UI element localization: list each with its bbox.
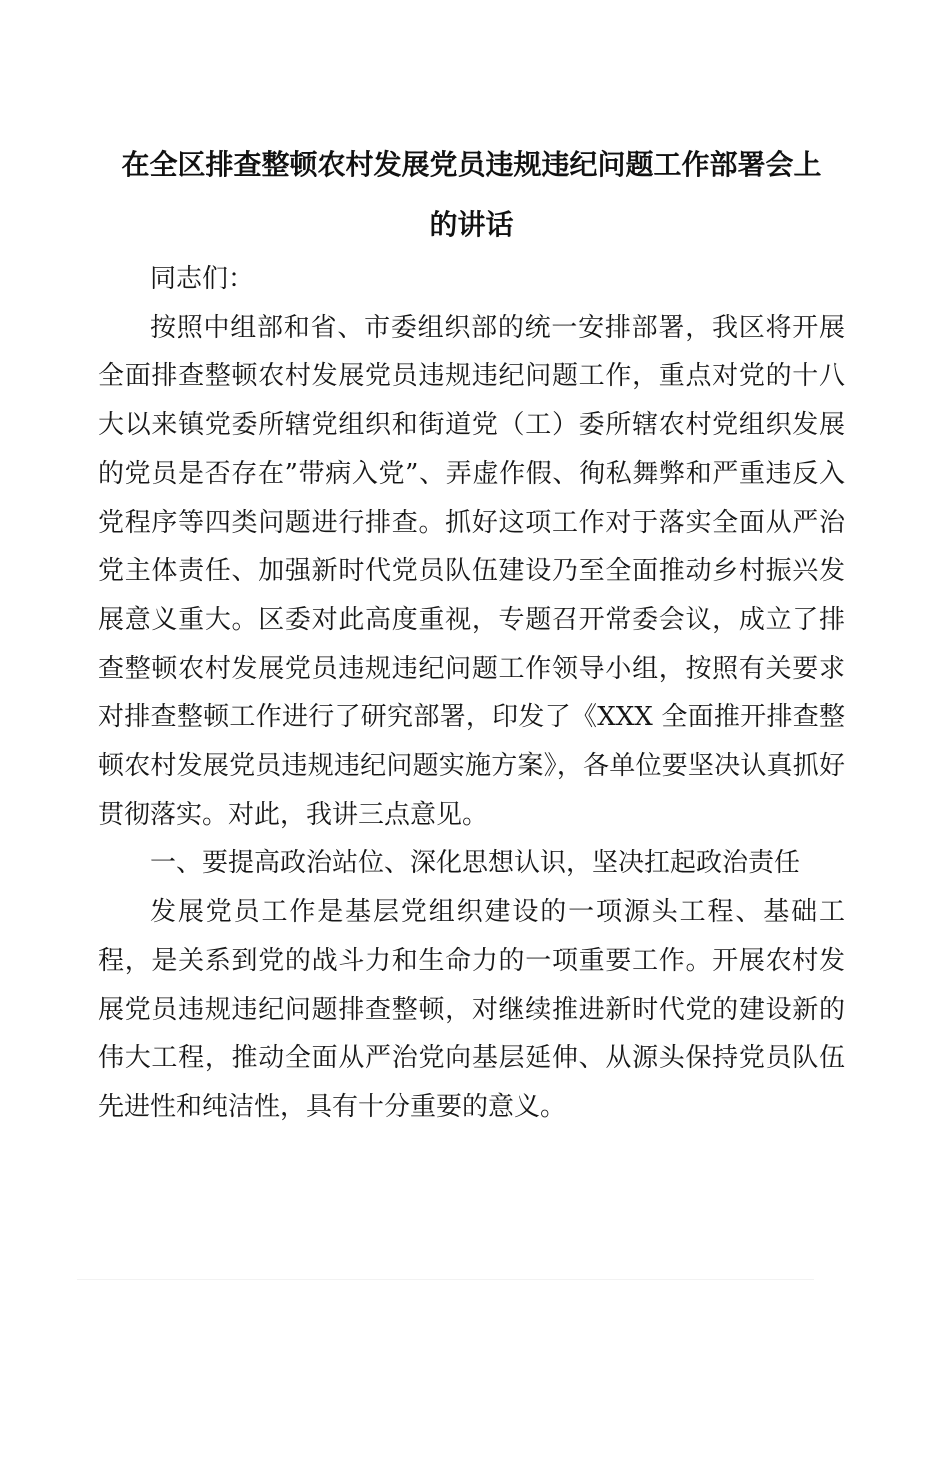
document-content [0, 135, 950, 1132]
document-title [98, 135, 845, 255]
title-line-1: 在全区排查整顿农村发展党员违规违纪问题工作部署会上 [121, 148, 822, 181]
paragraph-intro: 按照中组部和省、市委组织部的统一安排部署，我区将开展全面排查整顿农村发展党员违规违纪问题工作，重点对党的十八大以来镇党委所辖党组织和街道党（工）委所辖农村党组织发展的党员是否存在”带病入党”、弄虚作假、徇私舞弊和严重违反入党程序等四类问题进行排查。抓好这项工作对于落实全面从严治党主体责任、加强新时代党员队伍建设乃至全面推动乡村振兴发展意义重大。区委对此高度重视，专题召开常委会议，成立了排查整顿农村发展党员违规违纪问题工作领导小组，按照有关要求对排查整顿工作进行了研究部署，印发了《XXX 全面推开排查整顿农村发展党员违规违纪问题实施方案》，各单位要坚决认真抓好贯彻落实。对此，我讲三点意见。 [98, 312, 845, 830]
title-line-2: 的讲话 [429, 208, 514, 241]
paragraph-section-heading-1: 一、要提高政治站位、深化思想认识，坚决扛起政治责任 [150, 848, 801, 879]
faint-page-divider [77, 1279, 814, 1280]
document-page [0, 135, 950, 1479]
paragraph-salutation: 同志们： [150, 264, 255, 294]
paragraph-section-1-body: 发展党员工作是基层党组织建设的一项源头工程、基础工程，是关系到党的战斗力和生命力的一项重要工作。开展农村发展党员违规违纪问题排查整顿，对继续推进新时代党的建设新的伟大工程，推动全面从严治党向基层延伸、从源头保持党员队伍先进性和纯洁性，具有十分重要的意义。 [98, 897, 845, 1122]
